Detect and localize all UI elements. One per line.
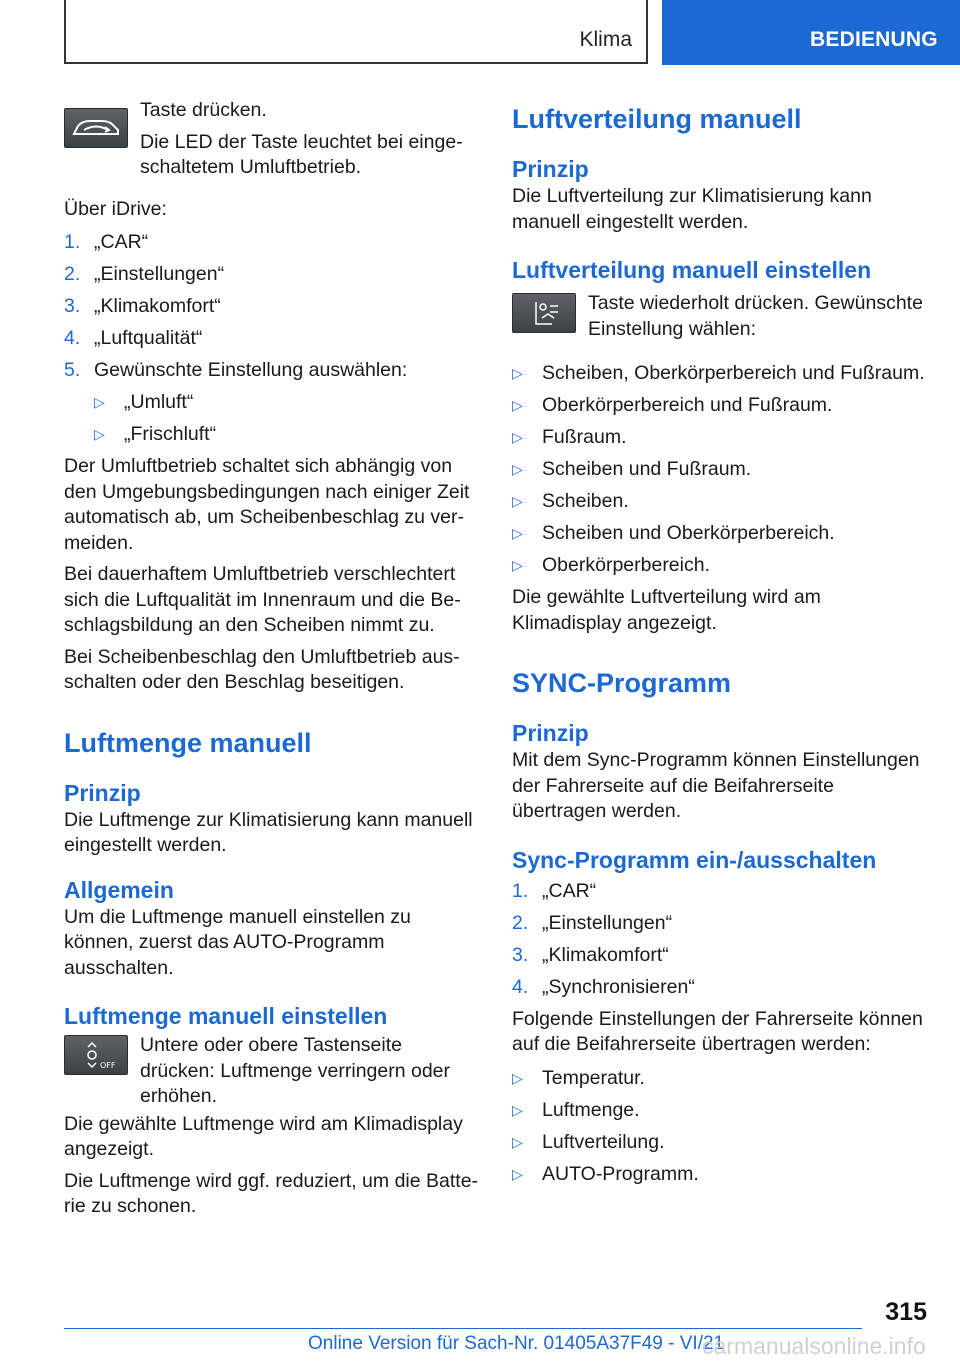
triangle-bullet-icon: ▷: [512, 1133, 523, 1150]
idrive-options: [64, 390, 482, 448]
list-item: [64, 262, 482, 288]
step-text: „Synchronisieren“: [542, 975, 695, 998]
list-item: [512, 911, 928, 937]
list-item: [64, 326, 482, 352]
step-text: „CAR“: [542, 879, 597, 902]
step-number: 2.: [512, 911, 529, 934]
step-text: „Klimakomfort“: [94, 295, 221, 317]
list-item: [512, 943, 928, 969]
paragraph: Die Luftmenge wird ggf. reduziert, um die Batterie zu schonen.: [64, 1169, 479, 1217]
step-number: 1.: [512, 879, 529, 902]
idrive-intro: Über iDrive:: [64, 197, 167, 220]
step-number: 3.: [64, 295, 81, 317]
list-item: [64, 294, 482, 320]
step-text: „Einstellungen“: [542, 911, 673, 934]
paragraph: Mit dem Sync-Programm können Einstellungen der Fahrerseite auf die Beifahrerseite übertragen werden.: [512, 749, 920, 822]
triangle-bullet-icon: ▷: [512, 525, 523, 541]
subsection-heading: Allgemein: [64, 876, 174, 903]
triangle-bullet-icon: ▷: [512, 1101, 523, 1118]
triangle-bullet-icon: ▷: [512, 365, 523, 381]
car-recirculation-icon: [68, 114, 124, 142]
umluft-button-text: Taste drücken.: [140, 99, 267, 121]
list-item: ▷ „Frischluft“: [94, 422, 482, 448]
triangle-bullet-icon: ▷: [512, 429, 523, 445]
step-text: „Luftqualität“: [94, 327, 203, 349]
step-text: „CAR“: [94, 231, 149, 253]
paragraph: Die Luftverteilung zur Klimatisierung kann manuell eingestellt werden.: [512, 185, 872, 233]
list-item: [64, 230, 482, 256]
step-text: Gewünschte Einstellung auswählen:: [94, 359, 408, 381]
page-header: [0, 0, 960, 66]
paragraph: Die Luftmenge zur Klimatisierung kann manuell eingestellt werden.: [64, 808, 473, 856]
sync-items: [512, 1066, 928, 1188]
section-heading: SYNC-Programm: [512, 668, 732, 698]
list-item: ▷ Temperatur.: [512, 1066, 928, 1092]
section-heading: Luftmenge manuell: [64, 727, 312, 758]
triangle-bullet-icon: ▷: [512, 461, 523, 477]
list-item: ▷ Scheiben und Fußraum.: [512, 457, 928, 483]
distribution-button-icon: [512, 293, 576, 333]
step-number: 4.: [64, 327, 81, 349]
fan-button-text: Untere oder obere Tastenseite drücken: Luftmenge verringern oder erhöhen.: [140, 1034, 451, 1107]
recirculation-button-icon: [64, 108, 128, 148]
list-item: ▷ Oberkörperbereich.: [512, 553, 928, 579]
triangle-bullet-icon: ▷: [512, 493, 523, 509]
footer-divider: [64, 1328, 862, 1329]
online-version-text: Online Version für Sach-Nr. 01405A37F49 - VI/21: [308, 1333, 725, 1354]
right-column: [512, 98, 928, 1194]
watermark: carmanualsonline.info: [702, 1333, 926, 1359]
step-number: 2.: [64, 263, 81, 285]
air-distribution-icon: [516, 296, 572, 330]
list-item: ▷ „Umluft“: [94, 390, 482, 416]
triangle-bullet-icon: ▷: [512, 557, 523, 573]
list-item: ▷ Luftverteilung.: [512, 1130, 928, 1156]
step-text: „Klimakomfort“: [542, 943, 669, 966]
paragraph: Folgende Einstellungen der Fahrerseite können auf die Beifahrerseite übertragen werden:: [512, 1007, 923, 1055]
distribution-button-row: [512, 291, 928, 361]
triangle-bullet-icon: ▷: [512, 1069, 523, 1086]
paragraph: Die gewählte Luftmenge wird am Klimadisplay angezeigt.: [64, 1112, 463, 1160]
step-number: 1.: [64, 231, 81, 253]
step-text: „Einstellungen“: [94, 263, 225, 285]
umluft-led-text: Die LED der Taste leuchtet bei eingeschaltetem Umluftbetrieb.: [140, 130, 463, 178]
list-item: ▷ Luftmenge.: [512, 1098, 928, 1124]
section-title: Klima: [579, 28, 632, 51]
paragraph: Bei Scheibenbeschlag den Umluftbetrieb ausschalten oder den Beschlag beseitigen.: [64, 645, 460, 693]
subsection-heading: Luftmenge manuell einstellen: [64, 1003, 388, 1029]
distribution-options: [512, 361, 928, 579]
list-item: [512, 879, 928, 905]
step-number: 4.: [512, 975, 529, 998]
subsection-heading: Prinzip: [512, 720, 589, 746]
distribution-button-text: Taste wiederholt drücken. Gewünschte Einstellung wählen:: [588, 292, 923, 340]
triangle-bullet-icon: ▷: [512, 1165, 523, 1182]
list-item: ▷ Oberkörperbereich und Fußraum.: [512, 393, 928, 419]
section-heading: Luftverteilung manuell: [512, 104, 802, 134]
subsection-heading: Luftverteilung manuell einstellen: [512, 257, 872, 283]
subsection-heading: Prinzip: [512, 156, 589, 182]
subsection-heading: Prinzip: [64, 779, 141, 806]
list-item: ▷ Scheiben, Oberkörperbereich und Fußraum.: [512, 361, 928, 387]
paragraph: Der Umluftbetrieb schaltet sich abhängig von den Umgebungsbedingungen nach einiger Zeit automatisch ab, um Scheibenbeschlag zu vermeiden.: [64, 455, 470, 554]
paragraph: Bei dauerhaftem Umluftbetrieb verschlechtert sich die Luftqualität im Innenraum und die Beschlagsbildung an den Scheiben nimmt zu.: [64, 563, 461, 636]
fan-button-row: [64, 1033, 482, 1110]
paragraph: Um die Luftmenge manuell einstellen zu können, zuerst das AUTO-Programm ausschalten.: [64, 905, 411, 979]
list-item: ▷ Fußraum.: [512, 425, 928, 451]
sync-steps: [512, 879, 928, 1001]
list-item: [512, 975, 928, 1001]
left-column: [64, 98, 482, 1220]
subsection-heading: Sync-Programm ein-/ausschalten: [512, 846, 877, 873]
triangle-bullet-icon: ▷: [94, 426, 105, 442]
page-number: 315: [885, 1298, 927, 1326]
list-item: ▷ Scheiben.: [512, 489, 928, 515]
triangle-bullet-icon: ▷: [512, 397, 523, 413]
list-item: [64, 358, 482, 384]
idrive-steps: [64, 230, 482, 384]
header-frame: [64, 0, 648, 64]
step-number: 5.: [64, 359, 81, 381]
chapter-tab: BEDIENUNG: [662, 0, 960, 65]
list-item: ▷ AUTO-Programm.: [512, 1162, 928, 1188]
fan-off-icon: [68, 1038, 124, 1072]
step-number: 3.: [512, 943, 529, 966]
fan-off-label: OFF: [100, 1061, 116, 1070]
triangle-bullet-icon: ▷: [94, 394, 105, 410]
umluft-button-row: [64, 98, 482, 181]
list-item: ▷ Scheiben und Oberkörperbereich.: [512, 521, 928, 547]
fan-button-icon: [64, 1035, 128, 1075]
paragraph: Die gewählte Luftverteilung wird am Klimadisplay angezeigt.: [512, 586, 821, 634]
